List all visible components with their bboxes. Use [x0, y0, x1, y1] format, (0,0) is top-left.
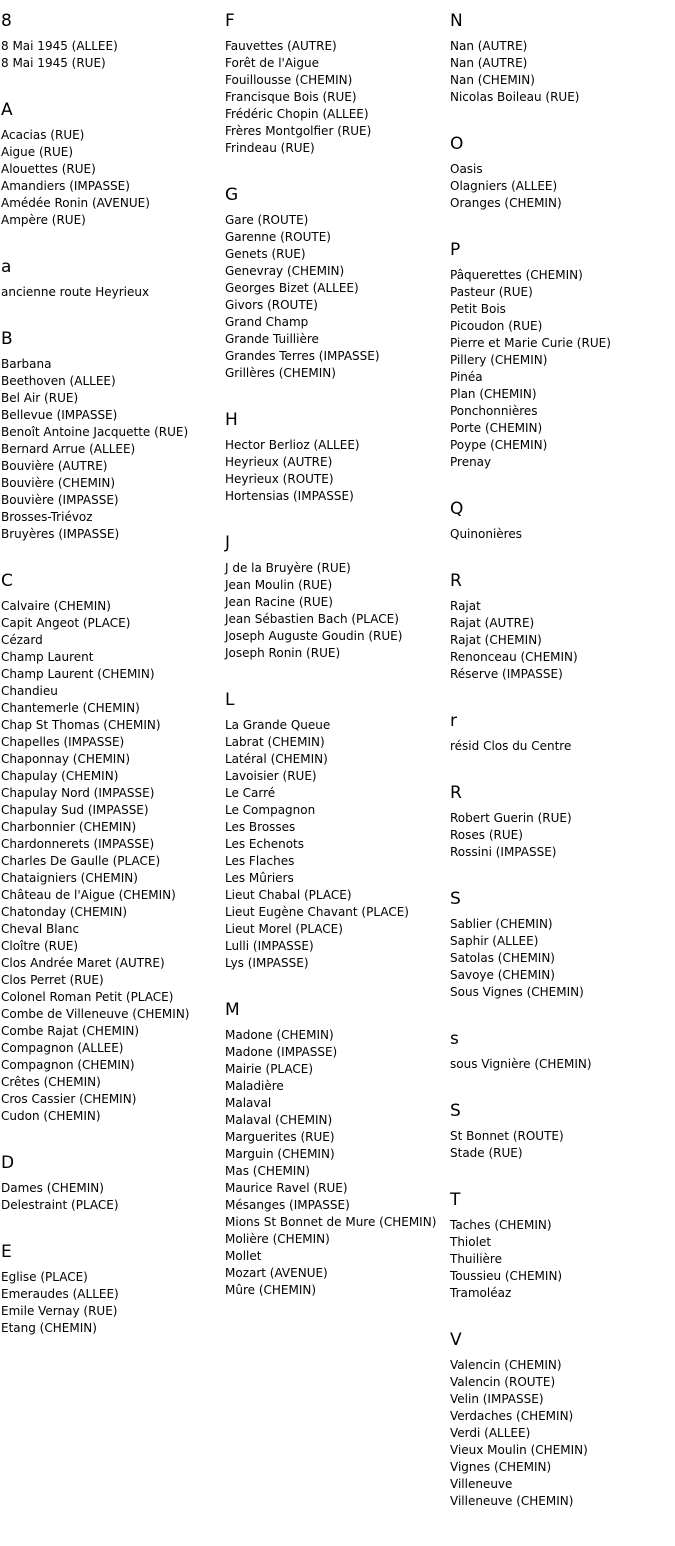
street-name: Francisque Bois (RUE): [225, 90, 357, 104]
street-list: [450, 1357, 670, 1510]
street-name: Vignes (CHEMIN): [450, 1460, 552, 1474]
street-name: St Bonnet (ROUTE): [450, 1129, 564, 1143]
street-name: Charbonnier (CHEMIN): [1, 820, 137, 834]
street-name: Réserve (IMPASSE): [450, 667, 563, 681]
street-name: Bruyères (IMPASSE): [1, 527, 120, 541]
street-name: Amandiers (IMPASSE): [1, 179, 130, 193]
letter-section: [1, 1150, 221, 1214]
street-name: Valencin (ROUTE): [450, 1375, 556, 1389]
section-letter-heading: 8: [1, 11, 12, 31]
street-name: Mions St Bonnet de Mure (CHEMIN): [225, 1215, 437, 1229]
street-name: Sous Vignes (CHEMIN): [450, 985, 584, 999]
street-name: Lys (IMPASSE): [225, 956, 309, 970]
street-list: [1, 1180, 221, 1214]
street-name: Mûre (CHEMIN): [225, 1283, 317, 1297]
street-name: Bernard Arrue (ALLEE): [1, 442, 136, 456]
street-name: Etang (CHEMIN): [1, 1321, 97, 1335]
street-name: Malaval: [225, 1096, 272, 1110]
letter-section: [1, 1239, 221, 1337]
street-name: Ampère (RUE): [1, 213, 86, 227]
street-name: Heyrieux (AUTRE): [225, 455, 333, 469]
street-name: Rossini (IMPASSE): [450, 845, 557, 859]
section-letter-heading: V: [450, 1330, 462, 1350]
street-name: Satolas (CHEMIN): [450, 951, 555, 965]
street-list: [450, 738, 670, 755]
street-name: Picoudon (RUE): [450, 319, 543, 333]
street-name: Frères Montgolfier (RUE): [225, 124, 372, 138]
letter-section: [450, 8, 670, 106]
street-name: Porte (CHEMIN): [450, 421, 543, 435]
street-name: sous Vignière (CHEMIN): [450, 1057, 592, 1071]
street-name: Forêt de l'Aigue: [225, 56, 319, 70]
street-name: Chantemerle (CHEMIN): [1, 701, 140, 715]
letter-section: [225, 530, 447, 662]
street-name: Molière (CHEMIN): [225, 1232, 330, 1246]
street-name: Emile Vernay (RUE): [1, 1304, 118, 1318]
street-name: Rajat (AUTRE): [450, 616, 535, 630]
street-name: Les Mûriers: [225, 871, 294, 885]
street-index-column: [450, 8, 670, 1510]
street-name: Mésanges (IMPASSE): [225, 1198, 350, 1212]
section-letter-heading: R: [450, 783, 462, 803]
section-letter-heading: s: [450, 1029, 459, 1049]
street-list: [450, 1056, 670, 1073]
street-name: Valencin (CHEMIN): [450, 1358, 562, 1372]
street-name: Olagniers (ALLEE): [450, 179, 558, 193]
section-letter-heading: T: [450, 1190, 461, 1210]
street-list: [1, 598, 221, 1125]
street-name: Maladière: [225, 1079, 284, 1093]
street-name: Maurice Ravel (RUE): [225, 1181, 348, 1195]
letter-section: [1, 568, 221, 1125]
letter-section: [450, 237, 670, 471]
street-name: Rajat (CHEMIN): [450, 633, 542, 647]
street-name: Joseph Ronin (RUE): [225, 646, 341, 660]
street-name: La Grande Queue: [225, 718, 331, 732]
street-name: Bouvière (IMPASSE): [1, 493, 119, 507]
street-list: [450, 1128, 670, 1162]
street-list: [1, 38, 221, 72]
street-name: Bel Air (RUE): [1, 391, 79, 405]
street-name: Jean Racine (RUE): [225, 595, 333, 609]
street-name: Mairie (PLACE): [225, 1062, 314, 1076]
street-name: Château de l'Aigue (CHEMIN): [1, 888, 176, 902]
street-name: Mollet: [225, 1249, 262, 1263]
street-name: Eglise (PLACE): [1, 1270, 88, 1284]
street-name: Genets (RUE): [225, 247, 306, 261]
street-name: Madone (IMPASSE): [225, 1045, 338, 1059]
street-name: Savoye (CHEMIN): [450, 968, 555, 982]
street-list: [450, 810, 670, 861]
street-name: Petit Bois: [450, 302, 506, 316]
section-letter-heading: F: [225, 11, 235, 31]
street-name: Colonel Roman Petit (PLACE): [1, 990, 174, 1004]
section-letter-heading: J: [225, 533, 231, 553]
street-name: résid Clos du Centre: [450, 739, 572, 753]
street-name: Emeraudes (ALLEE): [1, 1287, 119, 1301]
street-name: Nan (AUTRE): [450, 39, 528, 53]
street-name: Ponchonnières: [450, 404, 538, 418]
street-name: Les Echenots: [225, 837, 304, 851]
letter-section: [1, 8, 221, 72]
street-name: Rajat: [450, 599, 481, 613]
street-name: Lulli (IMPASSE): [225, 939, 314, 953]
section-letter-heading: A: [1, 100, 13, 120]
street-name: Roses (RUE): [450, 828, 523, 842]
street-index-column: [225, 8, 447, 1299]
street-name: Mozart (AVENUE): [225, 1266, 328, 1280]
section-letter-heading: L: [225, 690, 235, 710]
street-name: Chapulay Nord (IMPASSE): [1, 786, 155, 800]
street-name: Nan (CHEMIN): [450, 73, 535, 87]
street-list: [1, 127, 221, 229]
section-letter-heading: S: [450, 1101, 461, 1121]
street-name: Chapulay (CHEMIN): [1, 769, 119, 783]
section-letter-heading: O: [450, 134, 464, 154]
section-letter-heading: a: [1, 257, 12, 277]
street-name: Malaval (CHEMIN): [225, 1113, 333, 1127]
street-name: Villeneuve (CHEMIN): [450, 1494, 574, 1508]
street-name: Pâquerettes (CHEMIN): [450, 268, 583, 282]
street-name: Quinonières: [450, 527, 522, 541]
section-letter-heading: D: [1, 1153, 15, 1173]
street-name: Frindeau (RUE): [225, 141, 315, 155]
letter-section: [450, 1327, 670, 1510]
street-name: Alouettes (RUE): [1, 162, 96, 176]
section-letter-heading: r: [450, 711, 457, 731]
street-name: Beethoven (ALLEE): [1, 374, 116, 388]
street-list: [450, 1217, 670, 1302]
street-name: Sablier (CHEMIN): [450, 917, 553, 931]
street-name: Dames (CHEMIN): [1, 1181, 104, 1195]
street-name: Taches (CHEMIN): [450, 1218, 552, 1232]
section-letter-heading: M: [225, 1000, 240, 1020]
street-name: Verdi (ALLEE): [450, 1426, 531, 1440]
street-name: Heyrieux (ROUTE): [225, 472, 334, 486]
street-name: Velin (IMPASSE): [450, 1392, 544, 1406]
street-name: Marguin (CHEMIN): [225, 1147, 335, 1161]
street-name: Labrat (CHEMIN): [225, 735, 325, 749]
section-letter-heading: N: [450, 11, 463, 31]
street-name: Champ Laurent (CHEMIN): [1, 667, 155, 681]
street-name: Cézard: [1, 633, 43, 647]
street-name: Pillery (CHEMIN): [450, 353, 548, 367]
street-name: Capit Angeot (PLACE): [1, 616, 131, 630]
letter-section: [1, 97, 221, 229]
street-name: Charles De Gaulle (PLACE): [1, 854, 161, 868]
street-name: Chataigniers (CHEMIN): [1, 871, 138, 885]
street-name: Amédée Ronin (AVENUE): [1, 196, 150, 210]
street-name: Grillères (CHEMIN): [225, 366, 336, 380]
street-name: Benoît Antoine Jacquette (RUE): [1, 425, 189, 439]
street-name: Robert Guerin (RUE): [450, 811, 572, 825]
street-name: Lieut Eugène Chavant (PLACE): [225, 905, 409, 919]
street-name: Pierre et Marie Curie (RUE): [450, 336, 611, 350]
letter-section: [225, 182, 447, 382]
street-name: Lieut Chabal (PLACE): [225, 888, 352, 902]
street-name: Oasis: [450, 162, 483, 176]
street-name: Georges Bizet (ALLEE): [225, 281, 359, 295]
section-letter-heading: B: [1, 329, 13, 349]
street-name: Barbana: [1, 357, 52, 371]
letter-section: [450, 496, 670, 543]
street-name: Gare (ROUTE): [225, 213, 309, 227]
street-name: Latéral (CHEMIN): [225, 752, 328, 766]
street-name: Jean Moulin (RUE): [225, 578, 333, 592]
street-name: Pasteur (RUE): [450, 285, 533, 299]
street-name: Chatonday (CHEMIN): [1, 905, 128, 919]
street-name: Chapelles (IMPASSE): [1, 735, 125, 749]
street-name: Saphir (ALLEE): [450, 934, 539, 948]
street-list: [450, 598, 670, 683]
street-name: Brosses-Triévoz: [1, 510, 93, 524]
street-list: [225, 212, 447, 382]
street-name: Clos Perret (RUE): [1, 973, 104, 987]
street-index-column: [1, 8, 221, 1337]
street-name: Thuilière: [450, 1252, 502, 1266]
street-list: [225, 560, 447, 662]
street-name: Prenay: [450, 455, 492, 469]
street-name: 8 Mai 1945 (ALLEE): [1, 39, 118, 53]
section-letter-heading: E: [1, 1242, 12, 1262]
street-name: Cros Cassier (CHEMIN): [1, 1092, 137, 1106]
street-name: Plan (CHEMIN): [450, 387, 537, 401]
letter-section: [1, 254, 221, 301]
street-name: Pinéa: [450, 370, 483, 384]
street-list: [450, 526, 670, 543]
street-name: Toussieu (CHEMIN): [450, 1269, 563, 1283]
street-name: Compagnon (ALLEE): [1, 1041, 124, 1055]
street-list: [450, 38, 670, 106]
section-letter-heading: G: [225, 185, 239, 205]
street-name: Chapulay Sud (IMPASSE): [1, 803, 149, 817]
letter-section: [225, 997, 447, 1299]
section-letter-heading: P: [450, 240, 461, 260]
street-list: [450, 916, 670, 1001]
street-name: Hortensias (IMPASSE): [225, 489, 354, 503]
street-list: [225, 1027, 447, 1299]
street-list: [225, 437, 447, 505]
section-letter-heading: C: [1, 571, 13, 591]
street-name: Jean Sébastien Bach (PLACE): [225, 612, 399, 626]
street-name: Clos Andrée Maret (AUTRE): [1, 956, 165, 970]
street-name: Compagnon (CHEMIN): [1, 1058, 135, 1072]
street-name: Garenne (ROUTE): [225, 230, 331, 244]
street-name: Nicolas Boileau (RUE): [450, 90, 580, 104]
street-name: Joseph Auguste Goudin (RUE): [225, 629, 403, 643]
street-name: Grande Tuillière: [225, 332, 319, 346]
street-name: Tramoléaz: [450, 1286, 512, 1300]
street-name: Marguerites (RUE): [225, 1130, 335, 1144]
letter-section: [450, 886, 670, 1001]
letter-section: [450, 131, 670, 212]
street-name: 8 Mai 1945 (RUE): [1, 56, 106, 70]
street-name: Bouvière (CHEMIN): [1, 476, 116, 490]
street-name: Grand Champ: [225, 315, 309, 329]
street-list: [1, 356, 221, 543]
street-name: Vieux Moulin (CHEMIN): [450, 1443, 588, 1457]
street-name: Chandieu: [1, 684, 58, 698]
street-name: Thiolet: [450, 1235, 492, 1249]
street-name: Renonceau (CHEMIN): [450, 650, 578, 664]
street-name: Combe de Villeneuve (CHEMIN): [1, 1007, 190, 1021]
street-name: Cloître (RUE): [1, 939, 79, 953]
street-name: Fauvettes (AUTRE): [225, 39, 337, 53]
street-name: Lavoisier (RUE): [225, 769, 317, 783]
street-name: Calvaire (CHEMIN): [1, 599, 111, 613]
street-name: Mas (CHEMIN): [225, 1164, 310, 1178]
street-name: Nan (AUTRE): [450, 56, 528, 70]
section-letter-heading: R: [450, 571, 462, 591]
street-name: Genevray (CHEMIN): [225, 264, 345, 278]
street-name: Lieut Morel (PLACE): [225, 922, 343, 936]
letter-section: [450, 780, 670, 861]
street-list: [450, 267, 670, 471]
letter-section: [1, 326, 221, 543]
street-name: Le Compagnon: [225, 803, 316, 817]
street-name: Les Flaches: [225, 854, 295, 868]
letter-section: [450, 708, 670, 755]
street-name: ancienne route Heyrieux: [1, 285, 150, 299]
letter-section: [450, 1098, 670, 1162]
street-name: Crêtes (CHEMIN): [1, 1075, 101, 1089]
street-list: [1, 1269, 221, 1337]
street-name: Aigue (RUE): [1, 145, 74, 159]
street-name: Bouvière (AUTRE): [1, 459, 108, 473]
letter-section: [450, 1026, 670, 1073]
street-name: Cheval Blanc: [1, 922, 80, 936]
letter-section: [225, 687, 447, 972]
street-name: Cudon (CHEMIN): [1, 1109, 101, 1123]
street-list: [225, 38, 447, 157]
street-name: Givors (ROUTE): [225, 298, 318, 312]
street-name: Poype (CHEMIN): [450, 438, 548, 452]
section-letter-heading: S: [450, 889, 461, 909]
street-name: Champ Laurent: [1, 650, 94, 664]
street-list: [1, 284, 221, 301]
street-name: Chap St Thomas (CHEMIN): [1, 718, 161, 732]
street-name: Fouillousse (CHEMIN): [225, 73, 353, 87]
street-name: Chardonnerets (IMPASSE): [1, 837, 155, 851]
street-name: Frédéric Chopin (ALLEE): [225, 107, 369, 121]
street-list: [450, 161, 670, 212]
letter-section: [225, 8, 447, 157]
street-name: Le Carré: [225, 786, 276, 800]
street-name: Madone (CHEMIN): [225, 1028, 334, 1042]
street-name: J de la Bruyère (RUE): [225, 561, 351, 575]
street-name: Villeneuve: [450, 1477, 513, 1491]
section-letter-heading: H: [225, 410, 238, 430]
section-letter-heading: Q: [450, 499, 464, 519]
street-list: [225, 717, 447, 972]
street-name: Oranges (CHEMIN): [450, 196, 562, 210]
letter-section: [450, 568, 670, 683]
letter-section: [225, 407, 447, 505]
street-name: Hector Berlioz (ALLEE): [225, 438, 360, 452]
street-name: Chaponnay (CHEMIN): [1, 752, 130, 766]
street-name: Stade (RUE): [450, 1146, 523, 1160]
street-name: Acacias (RUE): [1, 128, 85, 142]
street-name: Verdaches (CHEMIN): [450, 1409, 574, 1423]
street-name: Delestraint (PLACE): [1, 1198, 119, 1212]
street-name: Combe Rajat (CHEMIN): [1, 1024, 140, 1038]
street-name: Les Brosses: [225, 820, 296, 834]
street-name: Grandes Terres (IMPASSE): [225, 349, 380, 363]
letter-section: [450, 1187, 670, 1302]
street-name: Bellevue (IMPASSE): [1, 408, 118, 422]
